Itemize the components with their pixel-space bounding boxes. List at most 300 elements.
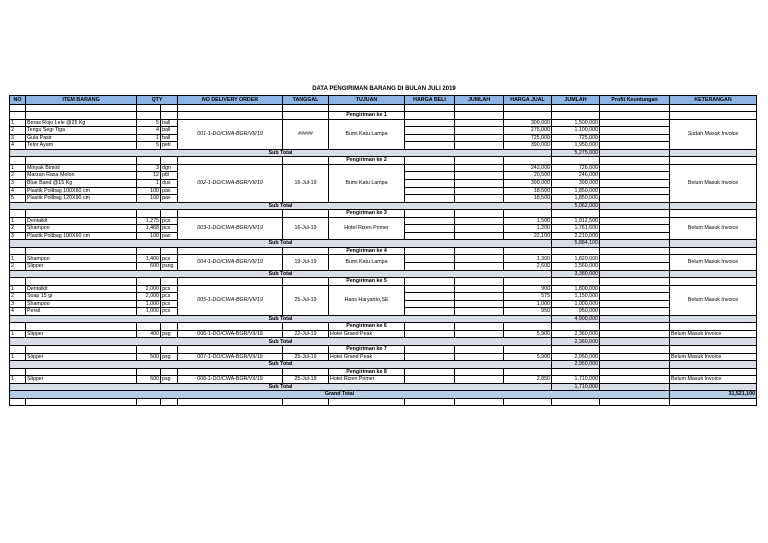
sell-price: 725,000: [504, 134, 552, 142]
empty-cell: [670, 247, 757, 255]
item-name: Dentalkit: [26, 285, 137, 293]
section-label: Pengiriman ke 6: [329, 323, 405, 331]
buy-amount: [455, 225, 504, 233]
sell-amount: 390,000: [552, 179, 600, 187]
item-name: Blue Band @15 Kg: [26, 179, 137, 187]
status-note: Belum Masuk Invoice: [670, 353, 757, 361]
status-note: Sudah Masuk Invoice: [670, 119, 757, 149]
item-unit: psng: [161, 262, 178, 270]
item-qty: 100: [137, 187, 161, 195]
empty-cell: [670, 240, 757, 248]
row-no: 1: [10, 376, 26, 384]
destination: Hotel Rizen Primer: [329, 217, 405, 240]
profit: [600, 225, 670, 233]
buy-amount: [455, 262, 504, 270]
row-no: 1: [10, 119, 26, 127]
profit: [600, 195, 670, 203]
empty-cell: [137, 368, 161, 376]
profit: [600, 142, 670, 150]
row-no: 1: [10, 285, 26, 293]
profit: [600, 134, 670, 142]
empty-cell: [161, 112, 178, 120]
empty-cell: [455, 210, 504, 218]
buy-price: [405, 232, 455, 240]
empty-cell: [137, 398, 161, 406]
item-unit: dgn: [161, 164, 178, 172]
sell-amount: 950,000: [552, 308, 600, 316]
delivery-order-number: 001-1-DO/CWA-BGR/VII/19: [178, 119, 283, 149]
row-no: 2: [10, 127, 26, 135]
buy-amount: [455, 195, 504, 203]
row-no: 3: [10, 179, 26, 187]
buy-amount: [455, 217, 504, 225]
row-no: 1: [10, 217, 26, 225]
profit: [600, 376, 670, 384]
sell-amount: 1,950,000: [552, 142, 600, 150]
buy-price: [405, 127, 455, 135]
empty-cell: [10, 104, 26, 112]
buy-price: [405, 172, 455, 180]
item-unit: pttl: [161, 172, 178, 180]
item-unit: psg: [161, 353, 178, 361]
empty-cell: [600, 112, 670, 120]
buy-price: [405, 217, 455, 225]
section-header-row: [10, 112, 757, 120]
item-name: Persil: [26, 308, 137, 316]
empty-cell: [600, 210, 670, 218]
empty-cell: [329, 398, 405, 406]
empty-cell: [455, 157, 504, 165]
empty-cell: [552, 112, 600, 120]
empty-cell: [178, 112, 283, 120]
buy-amount: [455, 142, 504, 150]
table-body: [10, 104, 757, 406]
item-unit: pcs: [161, 217, 178, 225]
row-no: 2: [10, 293, 26, 301]
empty-cell: [600, 247, 670, 255]
empty-cell: [137, 104, 161, 112]
empty-cell: [600, 315, 670, 323]
empty-cell: [670, 210, 757, 218]
header-sell-price: HARGA JUAL: [504, 96, 552, 105]
delivery-date: 25-Jul-19: [283, 353, 329, 361]
item-name: Plastik Polibag 120X90 cm: [26, 195, 137, 203]
destination: Bumi Katu Lampa: [329, 119, 405, 149]
sell-amount: 1,710,000: [552, 376, 600, 384]
empty-cell: [137, 346, 161, 354]
empty-cell: [405, 112, 455, 120]
empty-cell: [178, 210, 283, 218]
buy-amount: [455, 119, 504, 127]
empty-cell: [670, 323, 757, 331]
table-row: [10, 330, 757, 338]
empty-cell: [283, 112, 329, 120]
sell-price: 5,900: [504, 330, 552, 338]
row-no: 2: [10, 225, 26, 233]
sell-price: 300,000: [504, 119, 552, 127]
delivery-order-number: 007-1-DO/CWA-BGR/VII/19: [178, 353, 283, 361]
item-qty: 600: [137, 376, 161, 384]
profit: [600, 119, 670, 127]
empty-cell: [10, 278, 26, 286]
sell-price: 1,200: [504, 225, 552, 233]
item-unit: ball: [161, 134, 178, 142]
destination: Bumi Katu Lampa: [329, 164, 405, 202]
section-label: Pengiriman ke 8: [329, 368, 405, 376]
subtotal-value: 4,900,000: [552, 315, 600, 323]
empty-cell: [405, 398, 455, 406]
empty-cell: [552, 368, 600, 376]
empty-cell: [26, 104, 137, 112]
empty-cell: [552, 247, 600, 255]
empty-cell: [178, 368, 283, 376]
header-profit: Profit Keuntungan: [600, 96, 670, 105]
buy-price: [405, 353, 455, 361]
empty-cell: [161, 104, 178, 112]
header-date: TANGGAL: [283, 96, 329, 105]
empty-cell: [600, 361, 670, 369]
empty-cell: [504, 368, 552, 376]
item-unit: pcs: [161, 293, 178, 301]
destination: Bumi Katu Lampa: [329, 255, 405, 270]
empty-cell: [405, 323, 455, 331]
empty-cell: [670, 346, 757, 354]
buy-amount: [455, 134, 504, 142]
item-name: Shampoo: [26, 300, 137, 308]
empty-cell: [455, 278, 504, 286]
item-unit: pcs: [161, 285, 178, 293]
empty-cell: [178, 398, 283, 406]
subtotal-value: 3,380,000: [552, 270, 600, 278]
delivery-order-number: 002-1-DO/CWA-BGR/VII/19: [178, 164, 283, 202]
item-qty: 100: [137, 232, 161, 240]
item-name: Plastik Polibag 100X60 cm: [26, 187, 137, 195]
empty-cell: [161, 157, 178, 165]
empty-cell: [504, 247, 552, 255]
item-qty: 1,400: [137, 255, 161, 263]
empty-cell: [552, 323, 600, 331]
empty-cell: [26, 247, 137, 255]
empty-cell: [504, 398, 552, 406]
empty-cell: [283, 157, 329, 165]
item-qty: 2,000: [137, 285, 161, 293]
empty-cell: [600, 398, 670, 406]
profit: [600, 308, 670, 316]
sell-price: 22,100: [504, 232, 552, 240]
empty-cell: [283, 247, 329, 255]
row-no: 1: [10, 330, 26, 338]
section-label: Pengiriman ke 7: [329, 346, 405, 354]
subtotal-label: Sub Total: [10, 338, 552, 346]
empty-cell: [161, 346, 178, 354]
empty-cell: [670, 368, 757, 376]
item-name: Marzan Rasa Melon: [26, 172, 137, 180]
empty-cell: [161, 368, 178, 376]
empty-cell: [10, 346, 26, 354]
header-no: NO: [10, 96, 26, 105]
header-row: [10, 96, 757, 105]
empty-cell: [600, 278, 670, 286]
item-unit: dus: [161, 179, 178, 187]
profit: [600, 232, 670, 240]
empty-cell: [552, 210, 600, 218]
destination: Hotel Grand Peak: [329, 353, 405, 361]
empty-cell: [26, 157, 137, 165]
sell-amount: 1,100,000: [552, 127, 600, 135]
empty-cell: [178, 346, 283, 354]
sell-amount: 1,912,500: [552, 217, 600, 225]
empty-cell: [504, 278, 552, 286]
profit: [600, 164, 670, 172]
subtotal-value: 5,062,000: [552, 202, 600, 210]
buy-amount: [455, 330, 504, 338]
delivery-order-number: 008-1-DO/CWA-BGR/VII/19: [178, 376, 283, 384]
section-header-row: [10, 157, 757, 165]
item-qty: 1: [137, 134, 161, 142]
destination: Haris Haryanto,SE: [329, 285, 405, 315]
item-qty: 500: [137, 353, 161, 361]
empty-cell: [178, 247, 283, 255]
empty-cell: [455, 368, 504, 376]
empty-cell: [552, 278, 600, 286]
profit: [600, 293, 670, 301]
empty-cell: [10, 112, 26, 120]
empty-cell: [670, 278, 757, 286]
item-unit: peti: [161, 142, 178, 150]
delivery-date: 22-Jul-19: [283, 330, 329, 338]
header-note: KETERANGAN: [670, 96, 757, 105]
item-qty: 1,000: [137, 300, 161, 308]
grand-total-row: [10, 391, 757, 399]
empty-cell: [600, 383, 670, 391]
buy-amount: [455, 164, 504, 172]
empty-cell: [670, 149, 757, 157]
buy-amount: [455, 293, 504, 301]
empty-cell: [10, 247, 26, 255]
empty-cell: [670, 338, 757, 346]
subtotal-value: 5,275,000: [552, 149, 600, 157]
table-row: [10, 376, 757, 384]
delivery-date: 16-Jul-19: [283, 164, 329, 202]
empty-cell: [504, 104, 552, 112]
sell-amount: 1,150,000: [552, 293, 600, 301]
buy-amount: [455, 300, 504, 308]
empty-cell: [455, 323, 504, 331]
profit: [600, 255, 670, 263]
subtotal-label: Sub Total: [10, 270, 552, 278]
empty-cell: [600, 346, 670, 354]
item-qty: 4: [137, 127, 161, 135]
item-name: Slipper: [26, 353, 137, 361]
empty-cell: [670, 157, 757, 165]
section-label: Pengiriman ke 4: [329, 247, 405, 255]
subtotal-row: [10, 361, 757, 369]
empty-cell: [504, 157, 552, 165]
status-note: Belum Masuk Invoice: [670, 217, 757, 240]
buy-amount: [455, 308, 504, 316]
buy-amount: [455, 127, 504, 135]
sell-price: 2,600: [504, 262, 552, 270]
empty-cell: [670, 104, 757, 112]
delivery-order-number: 006-1-DO/CWA-BGR/VII/19: [178, 330, 283, 338]
profit: [600, 127, 670, 135]
buy-amount: [455, 179, 504, 187]
header-buy-price: HARGA BELI: [405, 96, 455, 105]
item-name: Soap 15 gr: [26, 293, 137, 301]
sell-price: 390,000: [504, 179, 552, 187]
item-qty: 1: [137, 179, 161, 187]
profit: [600, 285, 670, 293]
item-qty: 1,275: [137, 217, 161, 225]
empty-cell: [26, 323, 137, 331]
sell-price: 1,000: [504, 300, 552, 308]
item-name: Slipper: [26, 330, 137, 338]
subtotal-label: Sub Total: [10, 383, 552, 391]
empty-cell: [600, 338, 670, 346]
empty-cell: [504, 112, 552, 120]
row-no: 4: [10, 308, 26, 316]
section-header-row: [10, 323, 757, 331]
subtotal-label: Sub Total: [10, 202, 552, 210]
status-note: Belum Masuk Invoice: [670, 255, 757, 270]
destination: Hotel Grand Peak: [329, 330, 405, 338]
item-unit: psg: [161, 330, 178, 338]
row-no: 1: [10, 164, 26, 172]
sell-amount: 2,360,000: [552, 330, 600, 338]
status-note: Belum Masuk Invoice: [670, 376, 757, 384]
empty-cell: [283, 278, 329, 286]
empty-cell: [405, 346, 455, 354]
row-no: 1: [10, 255, 26, 263]
empty-cell: [283, 368, 329, 376]
header-item: ITEM BARANG: [26, 96, 137, 105]
sell-price: 275,000: [504, 127, 552, 135]
subtotal-row: [10, 240, 757, 248]
empty-cell: [670, 270, 757, 278]
empty-cell: [670, 112, 757, 120]
empty-cell: [670, 398, 757, 406]
empty-cell: [600, 157, 670, 165]
item-name: Shampoo: [26, 255, 137, 263]
delivery-date: #####: [283, 119, 329, 149]
profit: [600, 179, 670, 187]
delivery-table: [9, 95, 757, 406]
buy-price: [405, 195, 455, 203]
item-name: Terigu Segi Tiga: [26, 127, 137, 135]
item-qty: 400: [137, 330, 161, 338]
sell-price: 900: [504, 285, 552, 293]
item-qty: 1,468: [137, 225, 161, 233]
row-no: 3: [10, 232, 26, 240]
item-name: Dentalkit: [26, 217, 137, 225]
empty-cell: [405, 104, 455, 112]
sell-amount: 1,500,000: [552, 119, 600, 127]
delivery-order-number: 004-1-DO/CWA-BGR/VII/19: [178, 255, 283, 270]
profit: [600, 262, 670, 270]
sell-price: 242,000: [504, 164, 552, 172]
empty-cell: [600, 104, 670, 112]
subtotal-label: Sub Total: [10, 240, 552, 248]
section-label: Pengiriman ke 1: [329, 112, 405, 120]
buy-price: [405, 119, 455, 127]
item-unit: pcs: [161, 308, 178, 316]
row-no: 2: [10, 262, 26, 270]
empty-cell: [552, 346, 600, 354]
item-name: Shampoo: [26, 225, 137, 233]
empty-cell: [600, 240, 670, 248]
subtotal-row: [10, 202, 757, 210]
buy-amount: [455, 187, 504, 195]
sell-amount: 2,950,000: [552, 353, 600, 361]
subtotal-row: [10, 149, 757, 157]
row-no: 3: [10, 134, 26, 142]
delivery-date: 25-Jul-19: [283, 376, 329, 384]
profit: [600, 300, 670, 308]
empty-cell: [552, 398, 600, 406]
buy-price: [405, 262, 455, 270]
empty-cell: [137, 323, 161, 331]
row-no: 4: [10, 187, 26, 195]
section-label: Pengiriman ke 3: [329, 210, 405, 218]
item-qty: 12: [137, 172, 161, 180]
buy-price: [405, 164, 455, 172]
header-delivery-order: NO DELIVERY ORDER: [178, 96, 283, 105]
empty-cell: [26, 398, 137, 406]
buy-price: [405, 293, 455, 301]
sell-amount: 1,820,000: [552, 255, 600, 263]
item-name: Beras Rojo Lele @25 Kg: [26, 119, 137, 127]
table-row: [10, 164, 757, 172]
header-amount-sell: JUMLAH: [552, 96, 600, 105]
subtotal-value: 1,710,000: [552, 383, 600, 391]
empty-cell: [137, 247, 161, 255]
section-header-row: [10, 278, 757, 286]
item-qty: 3: [137, 164, 161, 172]
empty-cell: [600, 270, 670, 278]
sell-price: 950: [504, 308, 552, 316]
table-row: [10, 217, 757, 225]
delivery-order-number: 005-1-DO/CWA-BGR/VII/19: [178, 285, 283, 315]
sell-amount: 1,850,000: [552, 195, 600, 203]
item-name: Slipper: [26, 376, 137, 384]
buy-price: [405, 134, 455, 142]
delivery-date: 19-Jul-19: [283, 255, 329, 270]
buy-price: [405, 187, 455, 195]
empty-cell: [600, 202, 670, 210]
subtotal-value: 2,950,000: [552, 361, 600, 369]
empty-cell: [161, 210, 178, 218]
item-name: Telor Ayam: [26, 142, 137, 150]
empty-cell: [137, 112, 161, 120]
sell-price: 18,500: [504, 195, 552, 203]
item-name: Minyak Bimoli: [26, 164, 137, 172]
empty-cell: [670, 383, 757, 391]
buy-price: [405, 285, 455, 293]
buy-amount: [455, 353, 504, 361]
empty-cell: [10, 210, 26, 218]
section-header-row: [10, 368, 757, 376]
sell-price: 575: [504, 293, 552, 301]
status-note: Belum Masuk Invoice: [670, 285, 757, 315]
sell-price: 390,000: [504, 142, 552, 150]
empty-cell: [455, 398, 504, 406]
empty-cell: [10, 368, 26, 376]
delivery-date: 25-Jul-19: [283, 285, 329, 315]
empty-cell: [670, 315, 757, 323]
status-note: Belum Masuk Invoice: [670, 164, 757, 202]
empty-cell: [137, 157, 161, 165]
sell-amount: 1,560,000: [552, 262, 600, 270]
